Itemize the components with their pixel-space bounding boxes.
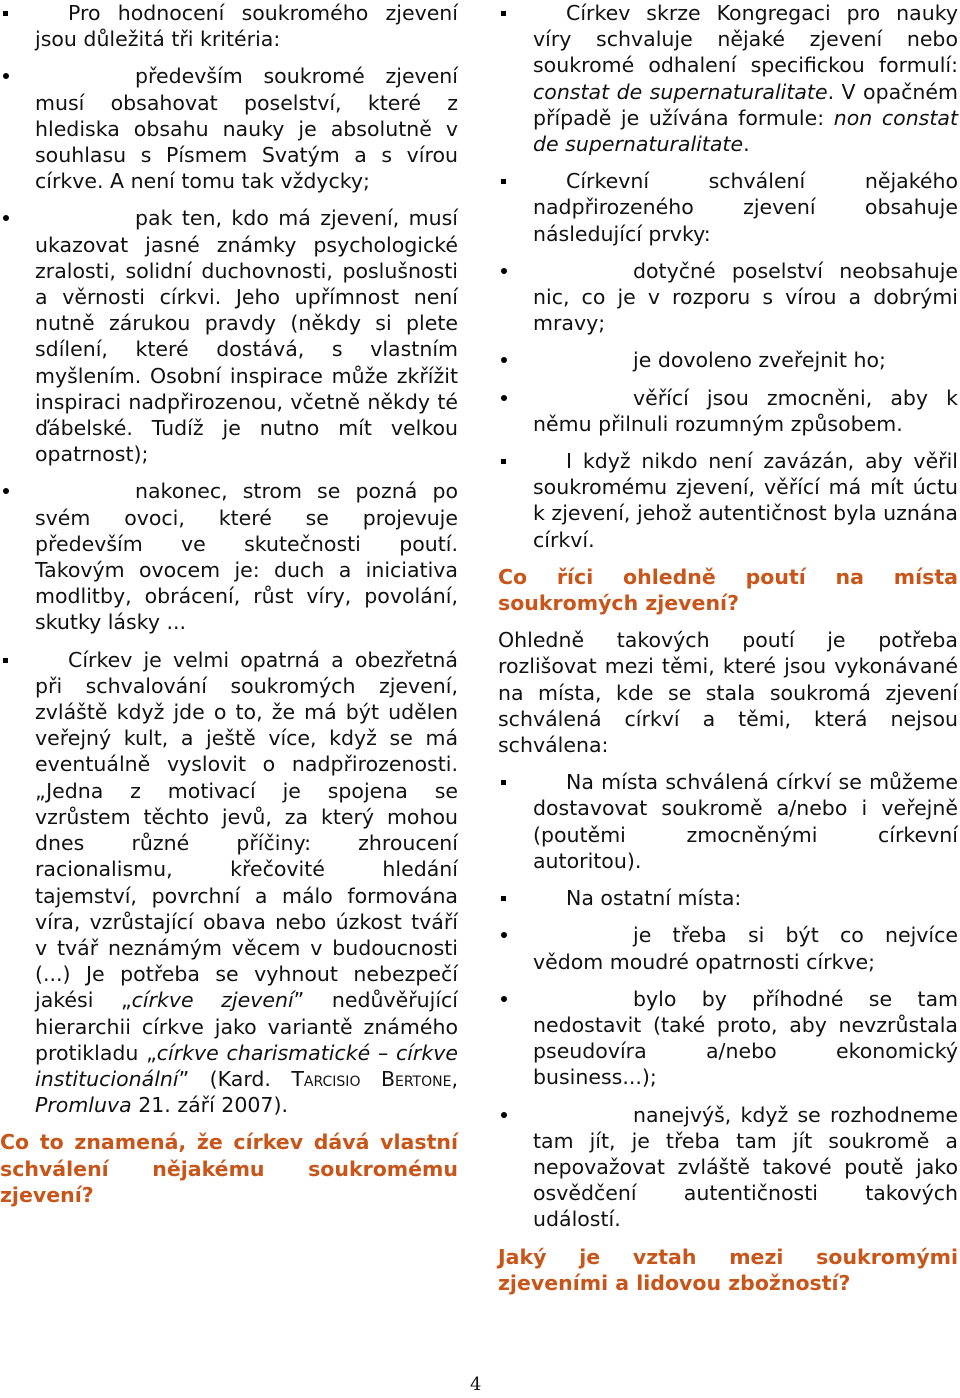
italic-text: církve zjevení xyxy=(131,988,294,1013)
text: Církev je velmi opatrná a obezřetná při schvalování soukromých zjevení, zvláště když jde o to, že má být udělen veřejný kult, a ještě více, když se má eventuálně vyslovit o nadpřirozenosti. „Jedna z motivací je spojena se vzrůstem těchto jevů, za který mohou dnes různé příčiny: zhroucení racionalismu, křečovité hledání tajemství, povrchní a málo formována víra, vzrůstající obava nebo úzkost tváří v tvář neznámým věcem v budoucnosti (...) Je potřeba se vyhnout nebezpečí jakési „ xyxy=(35,647,458,1013)
author-first-name: Tarcisio xyxy=(291,1066,361,1091)
italic-text: církve charismatické – církve institucionální xyxy=(35,1040,458,1091)
italic-text: Promluva xyxy=(35,1093,132,1118)
intro-paragraph: Pro hodnocení soukromého zjevení jsou důležitá tři kritéria: xyxy=(0,0,458,52)
italic-text: constat de supernaturalitate xyxy=(533,79,828,104)
other-places-2: bylo by příhodné se tam nedostavit (také proto, aby nevzrůstala pseudovíra a/nebo ekonomický business...); xyxy=(498,986,958,1091)
author-last-name: Bertone xyxy=(380,1066,452,1091)
text: 21. září 2007). xyxy=(131,1093,288,1118)
text: Církev skrze Kongregaci pro nauky víry schvaluje nějaké zjevení nebo soukromé odhalení specifickou formulí: xyxy=(533,1,958,78)
other-places-paragraph: Na ostatní místa: xyxy=(498,885,958,911)
left-column xyxy=(0,0,458,1219)
no-obligation-paragraph: I když nikdo není zavázán, aby věřil soukromému zjevení, věřící má mít úctu k zjevení, jehož autentičnost byla uznána církví. xyxy=(498,448,958,553)
page-number: 4 xyxy=(470,1374,482,1395)
criterion-2: pak ten, kdo má zjevení, musí ukazovat jasné známky psychologické zralosti, solidní duchovnosti, poslušnosti a věrnosti církvi. Jeho upřímnost není nutně zárukou pravdy (někdy si plete sdílení, které dostává, s vlastním myšlením. Osobní inspirace může zkřížit inspiraci nadpřirozenou, včetně někdy té ďábelské. Tudíž je nutno mít velkou opatrnost); xyxy=(0,205,458,467)
text: . V opačném případě je užívána formule: xyxy=(533,79,958,130)
approval-elements-paragraph: Církevní schválení nějakého nadpřirozeného zjevení obsahuje následující prvky: xyxy=(498,168,958,247)
element-1: dotyčné poselství neobsahuje nic, co je v rozporu s vírou a dobrými mravy; xyxy=(498,258,958,337)
text: . xyxy=(743,132,750,157)
criterion-1: především soukromé zjevení musí obsahovat poselství, které z hlediska obsahu nauky je absolutně v souhlasu s Písmem Svatým a s vírou církve. A není tomu tak vždycky; xyxy=(0,63,458,194)
church-caution-paragraph xyxy=(0,647,458,1119)
approved-places-paragraph: Na místa schválená církví se můžeme dostavovat soukromě a/nebo i veřejně (poutěmi zmocněnými církevní autoritou). xyxy=(498,769,958,874)
italic-text: non constat de supernaturalitate xyxy=(533,105,958,157)
text: ” (Kard. xyxy=(178,1066,292,1091)
criterion-3: nakonec, strom se pozná po svém ovoci, které se projevuje především ve skutečnosti poutí. Takovým ovocem je: duch a iniciativa modlitby, obrácení, růst víry, povolání, skutky lásky ... xyxy=(0,478,458,635)
other-places-1: je třeba si být co nejvíce vědom moudré opatrnosti církve; xyxy=(498,922,958,974)
other-places-3: nanejvýš, když se rozhodneme tam jít, je třeba tam jít soukromě a nepovažovat zvláště takové poutě jako osvědčení autentičnosti takových událostí. xyxy=(498,1102,958,1233)
section-heading: Co to znamená, že církev dává vlastní schválení nějakému soukromému zjevení? xyxy=(0,1130,458,1207)
pilgrimage-paragraph: Ohledně takových poutí je potřeba rozlišovat mezi těmi, které jsou vykonávané na místa, kde se stala soukromá zjevení schválená církví a těmi, která nejsou schválena: xyxy=(498,628,958,758)
section-heading: Co říci ohledně poutí na místa soukromých zjevení? xyxy=(498,564,958,616)
right-column xyxy=(498,0,958,1307)
element-2: je dovoleno zveřejnit ho; xyxy=(498,347,958,373)
text xyxy=(360,1067,380,1091)
text: ” nedůvěřující hierarchii církve jako variantě známého protikladu „ xyxy=(35,988,458,1065)
text: , xyxy=(451,1066,458,1091)
approval-formula-paragraph xyxy=(498,0,958,157)
element-3: věřící jsou zmocněni, aby k němu přilnuli rozumným způsobem. xyxy=(498,385,958,437)
section-heading: Jaký je vztah mezi soukromými zjeveními a lidovou zbožností? xyxy=(498,1244,958,1295)
